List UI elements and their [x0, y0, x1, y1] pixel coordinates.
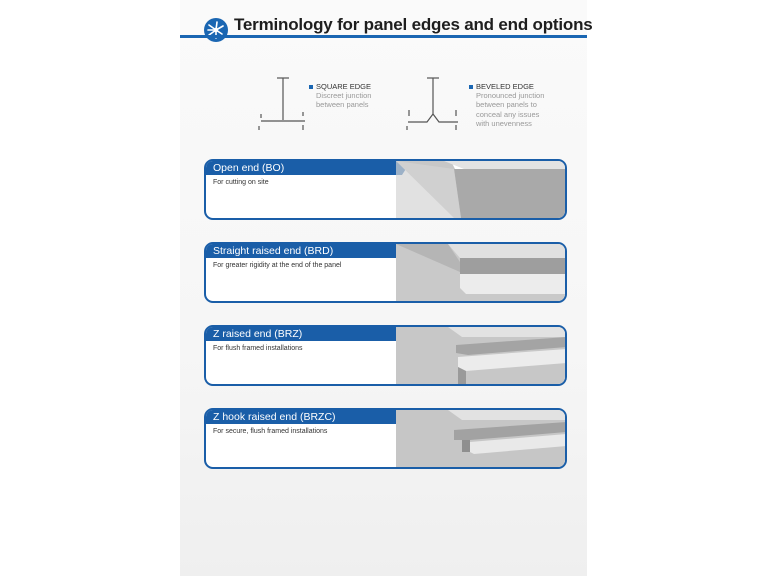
card-description: For greater rigidity at the end of the panel [213, 262, 342, 269]
card-description: For flush framed installations [213, 345, 303, 352]
title-underline [180, 35, 587, 38]
card-title: Open end (BO) [206, 161, 402, 175]
end-option-card-bo [204, 159, 567, 220]
straight-raised-end-panel-illustration [396, 244, 566, 301]
beveled-edge-diagram [403, 76, 463, 134]
beveled-edge-label: BEVELED EDGE Pronounced junction between panels to conceal any issues with unevenness [469, 82, 544, 128]
bullet-icon [469, 85, 473, 89]
card-title: Z raised end (BRZ) [206, 327, 402, 341]
end-option-card-brd [204, 242, 567, 303]
card-title: Z hook raised end (BRZC) [206, 410, 402, 424]
square-edge-label: SQUARE EDGE Discreet junction between panels [309, 82, 371, 110]
page-title: Terminology for panel edges and end options [234, 15, 593, 34]
card-description: For secure, flush framed installations [213, 428, 328, 435]
card-description: For cutting on site [213, 179, 269, 186]
card-title: Straight raised end (BRD) [206, 244, 402, 258]
z-raised-end-panel-illustration [396, 327, 566, 384]
end-option-card-brz [204, 325, 567, 386]
square-edge-diagram [254, 76, 310, 134]
brand-logo-icon [204, 18, 228, 42]
z-hook-raised-end-panel-illustration [396, 410, 566, 467]
bullet-icon [309, 85, 313, 89]
open-end-panel-illustration [396, 161, 566, 218]
end-option-card-brzc [204, 408, 567, 469]
